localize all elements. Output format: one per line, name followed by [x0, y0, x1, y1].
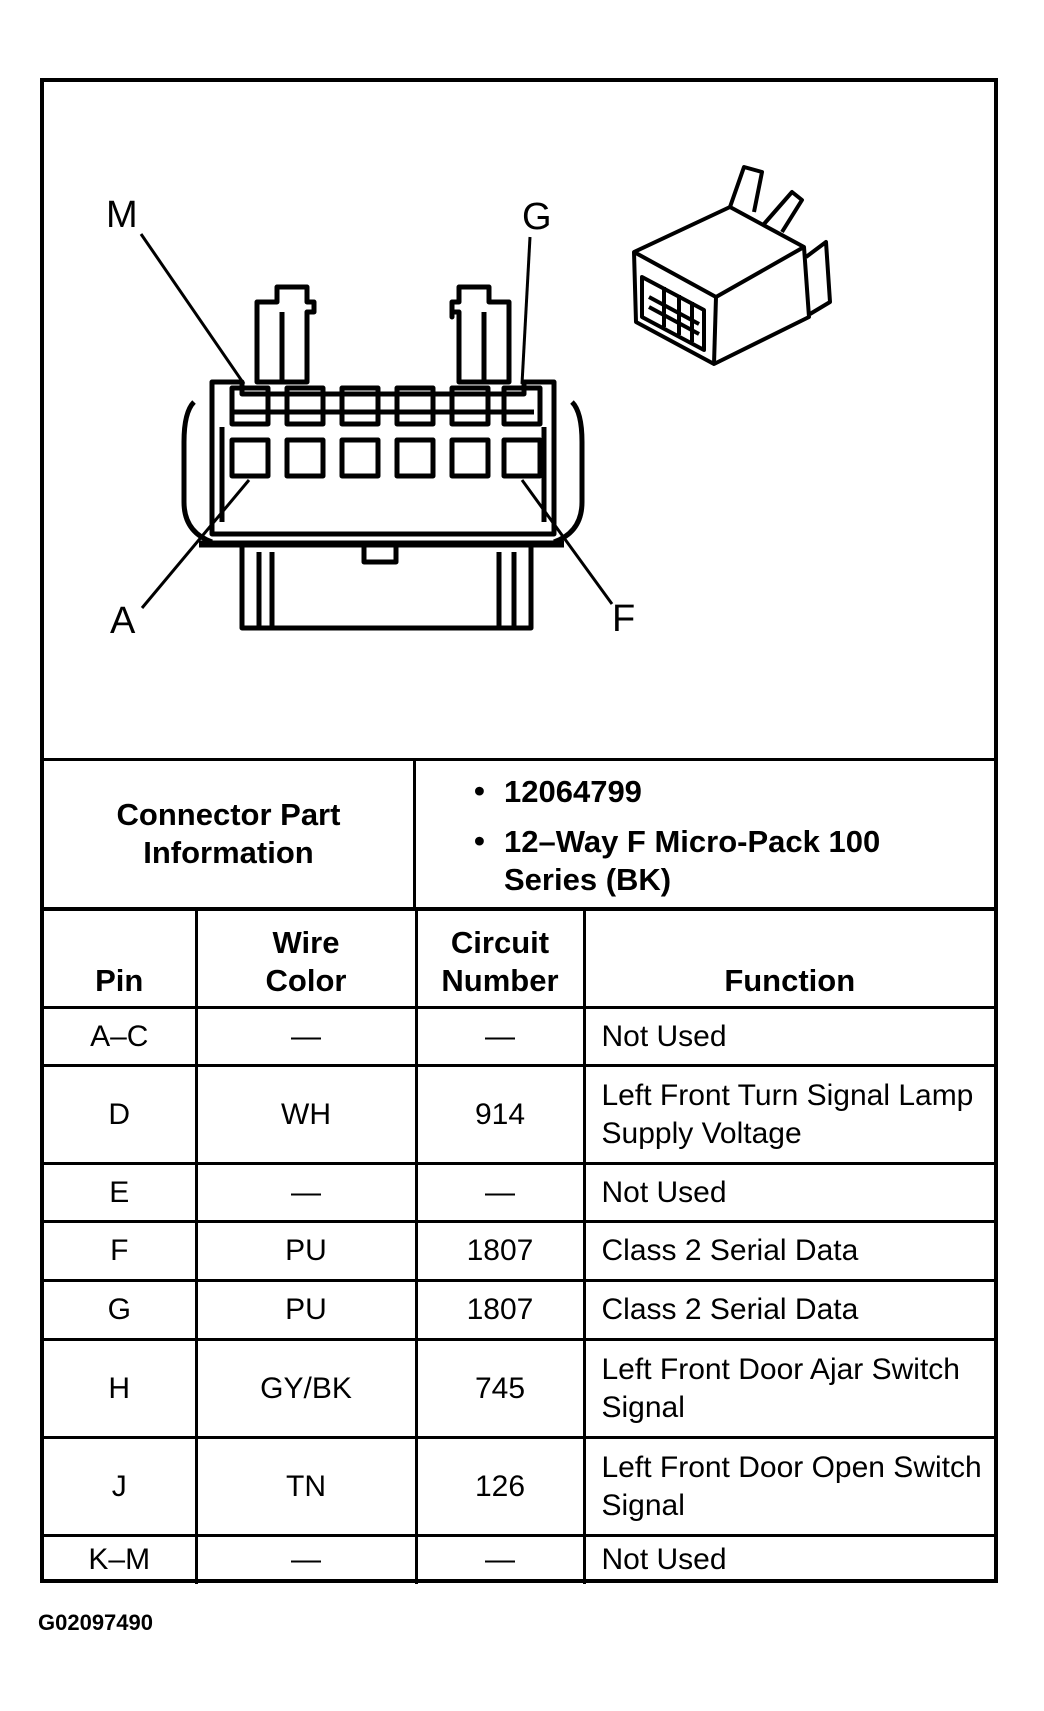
wire-color-cell: PU [196, 1222, 416, 1281]
function-cell: Left Front Door Ajar Switch Signal [584, 1340, 994, 1438]
part-info-list [416, 761, 994, 907]
bullet-icon: • [474, 823, 485, 858]
connector-diagram [44, 82, 994, 758]
connector-description: 12–Way F Micro-Pack 100 Series (BK) [504, 824, 881, 897]
header-function: Function [584, 910, 994, 1008]
table-row [44, 1066, 994, 1164]
pin-cell: K–M [44, 1536, 196, 1584]
connector-face-drawing [44, 82, 994, 758]
table-row [44, 1438, 994, 1536]
table-row [44, 1281, 994, 1340]
wire-color-cell: — [196, 1008, 416, 1066]
table-row [44, 1536, 994, 1584]
pin-cell: J [44, 1438, 196, 1536]
circuit-cell: 126 [416, 1438, 584, 1536]
header-circuit-number: Circuit Number [416, 910, 584, 1008]
function-cell: Class 2 Serial Data [584, 1281, 994, 1340]
circuit-cell: 1807 [416, 1281, 584, 1340]
pin-cell: G [44, 1281, 196, 1340]
circuit-cell: — [416, 1008, 584, 1066]
circuit-cell: 914 [416, 1066, 584, 1164]
pin-cell: F [44, 1222, 196, 1281]
table-row [44, 1008, 994, 1066]
figure-id: G02097490 [38, 1610, 153, 1635]
wire-color-cell: — [196, 1164, 416, 1222]
wire-color-cell: WH [196, 1066, 416, 1164]
part-info-heading-cell [44, 761, 416, 907]
pin-cell: A–C [44, 1008, 196, 1066]
header-pin: Pin [44, 910, 196, 1008]
table-row [44, 1164, 994, 1222]
table-row [44, 1340, 994, 1438]
pin-label-m: M [106, 194, 138, 236]
wire-color-cell: GY/BK [196, 1340, 416, 1438]
pin-cell: E [44, 1164, 196, 1222]
circuit-cell: 1807 [416, 1222, 584, 1281]
pin-label-g: G [522, 196, 552, 238]
wire-color-cell: TN [196, 1438, 416, 1536]
connector-info-frame [40, 78, 998, 1583]
circuit-cell: — [416, 1164, 584, 1222]
bullet-icon: • [474, 773, 485, 808]
circuit-cell: 745 [416, 1340, 584, 1438]
pinout-table [44, 908, 994, 1584]
function-cell: Left Front Turn Signal Lamp Supply Voltage [584, 1066, 994, 1164]
connector-iso-icon [634, 167, 830, 364]
circuit-cell: — [416, 1536, 584, 1584]
table-row [44, 1222, 994, 1281]
header-wire-color: Wire Color [196, 910, 416, 1008]
pin-cell: H [44, 1340, 196, 1438]
function-cell: Left Front Door Open Switch Signal [584, 1438, 994, 1536]
function-cell: Not Used [584, 1536, 994, 1584]
table-header-row [44, 910, 994, 1008]
pin-cell: D [44, 1066, 196, 1164]
connector-part-information [44, 758, 994, 910]
wire-color-cell: PU [196, 1281, 416, 1340]
function-cell: Not Used [584, 1164, 994, 1222]
pin-label-a: A [110, 600, 136, 642]
function-cell: Class 2 Serial Data [584, 1222, 994, 1281]
part-info-heading: Connector Part Information [116, 797, 341, 870]
pin-label-f: F [612, 598, 636, 640]
function-cell: Not Used [584, 1008, 994, 1066]
part-number: 12064799 [504, 774, 642, 809]
wire-color-cell: — [196, 1536, 416, 1584]
